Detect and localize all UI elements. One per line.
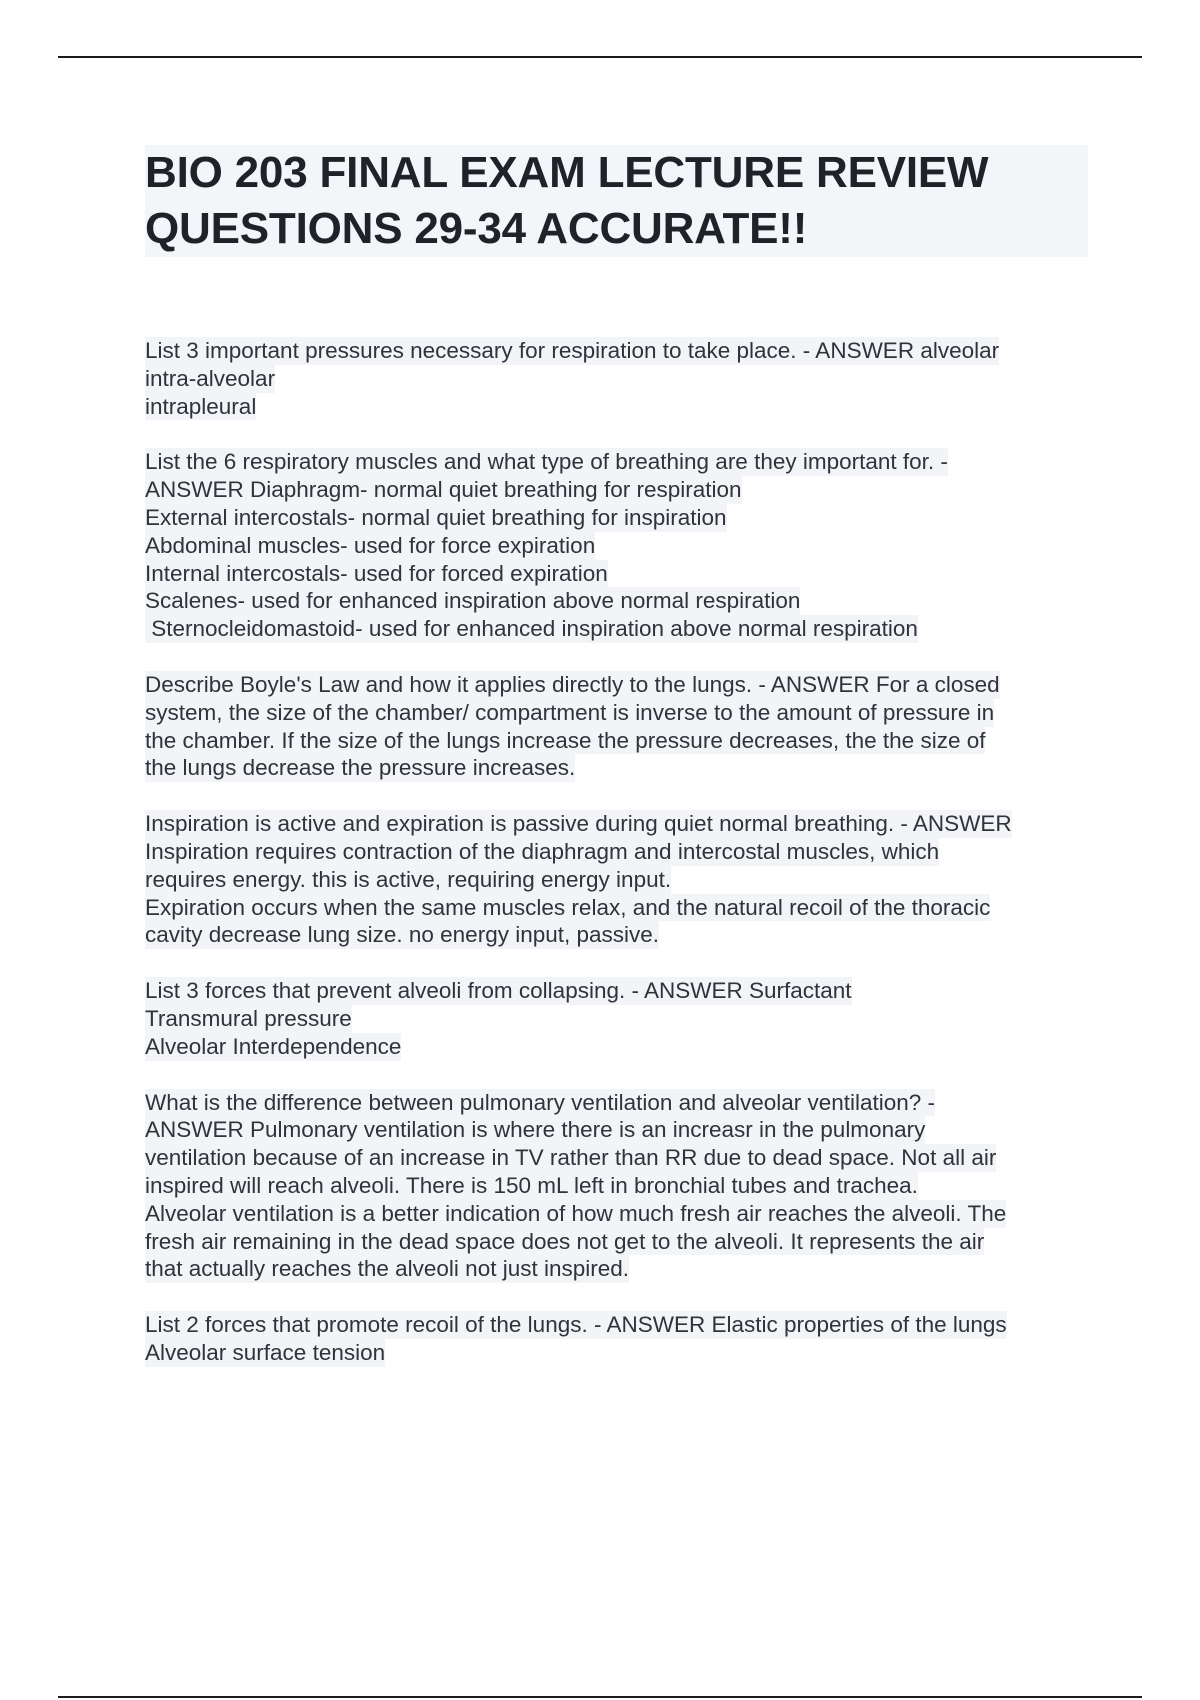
qa-text-line: List 3 important pressures necessary for respiration to take place. - ANSWER alveolar xyxy=(145,338,1000,363)
qa-text-line: system, the size of the chamber/ compartment is inverse to the amount of pressure in xyxy=(145,699,995,725)
qa-text-line: Inspiration is active and expiration is passive during quiet normal breathing. - ANSWER xyxy=(145,811,1012,837)
page-title-line: QUESTIONS 29-34 ACCURATE!! xyxy=(145,204,808,253)
qa-text-line: ventilation because of an increase in TV rather than RR due to dead space. Not all air xyxy=(145,1145,997,1171)
qa-text-line: inspired will reach alveoli. There is 150 mL left in bronchial tubes and trachea. xyxy=(145,1172,918,1198)
page-title xyxy=(145,145,1088,257)
qa-text-line: What is the difference between pulmonary ventilation and alveolar ventilation? - xyxy=(145,1089,936,1115)
qa-entry xyxy=(145,810,1090,949)
qa-text-line: intra-alveolar xyxy=(145,365,276,391)
bottom-divider xyxy=(58,1696,1142,1698)
qa-text-line: that actually reaches the alveoli not just inspired. xyxy=(145,1256,630,1282)
qa-text-line: the chamber. If the size of the lungs increase the pressure decreases, the the size of xyxy=(145,727,986,753)
qa-entry xyxy=(145,671,1090,782)
qa-text-line: List 3 forces that prevent alveoli from collapsing. - ANSWER Surfactant xyxy=(145,978,852,1004)
qa-text-line: Internal intercostals- used for forced expiration xyxy=(145,560,608,586)
title-block xyxy=(145,145,1088,257)
qa-text-line: External intercostals- normal quiet breathing for inspiration xyxy=(145,504,727,530)
qa-text-line: Alveolar surface tension xyxy=(145,1339,386,1365)
qa-text-line: Abdominal muscles- used for force expiration xyxy=(145,532,596,558)
top-divider xyxy=(58,56,1142,58)
qa-text-line: Sternocleidomastoid- used for enhanced inspiration above normal respiration xyxy=(145,616,918,642)
qa-text-line: Inspiration requires contraction of the diaphragm and intercostal muscles, which xyxy=(145,838,940,864)
qa-text-line: ANSWER Diaphragm- normal quiet breathing for respiration xyxy=(145,477,742,503)
qa-text-line: intrapleural xyxy=(145,393,257,419)
qa-entry xyxy=(145,1089,1090,1284)
qa-text-line: Scalenes- used for enhanced inspiration above normal respiration xyxy=(145,588,801,614)
qa-text-line: fresh air remaining in the dead space does not get to the alveoli. It represents the air xyxy=(145,1228,985,1254)
qa-text-line: requires energy. this is active, requiring energy input. xyxy=(145,866,672,892)
qa-entry xyxy=(145,448,1090,643)
qa-text-line: ANSWER Pulmonary ventilation is where there is an increasr in the pulmonary xyxy=(145,1117,926,1143)
page-title-line: BIO 203 FINAL EXAM LECTURE REVIEW xyxy=(145,148,989,197)
qa-text-line: List the 6 respiratory muscles and what type of breathing are they important for. - xyxy=(145,449,948,475)
qa-entry xyxy=(145,337,1090,420)
qa-text-line: Alveolar ventilation is a better indication of how much fresh air reaches the alveoli. The xyxy=(145,1200,1007,1226)
qa-text-line: Alveolar Interdependence xyxy=(145,1033,402,1059)
qa-entry xyxy=(145,977,1090,1060)
question-answer-list xyxy=(145,337,1090,1395)
qa-text-line: cavity decrease lung size. no energy input, passive. xyxy=(145,922,660,948)
qa-entry xyxy=(145,1311,1090,1367)
qa-text-line: Describe Boyle's Law and how it applies directly to the lungs. - ANSWER For a closed xyxy=(145,671,1000,697)
qa-text-line: Expiration occurs when the same muscles relax, and the natural recoil of the thoracic xyxy=(145,894,991,920)
qa-text-line: List 2 forces that promote recoil of the lungs. - ANSWER Elastic properties of the lungs xyxy=(145,1312,1007,1338)
qa-text-line: the lungs decrease the pressure increases. xyxy=(145,755,576,781)
qa-text-line: Transmural pressure xyxy=(145,1005,352,1031)
